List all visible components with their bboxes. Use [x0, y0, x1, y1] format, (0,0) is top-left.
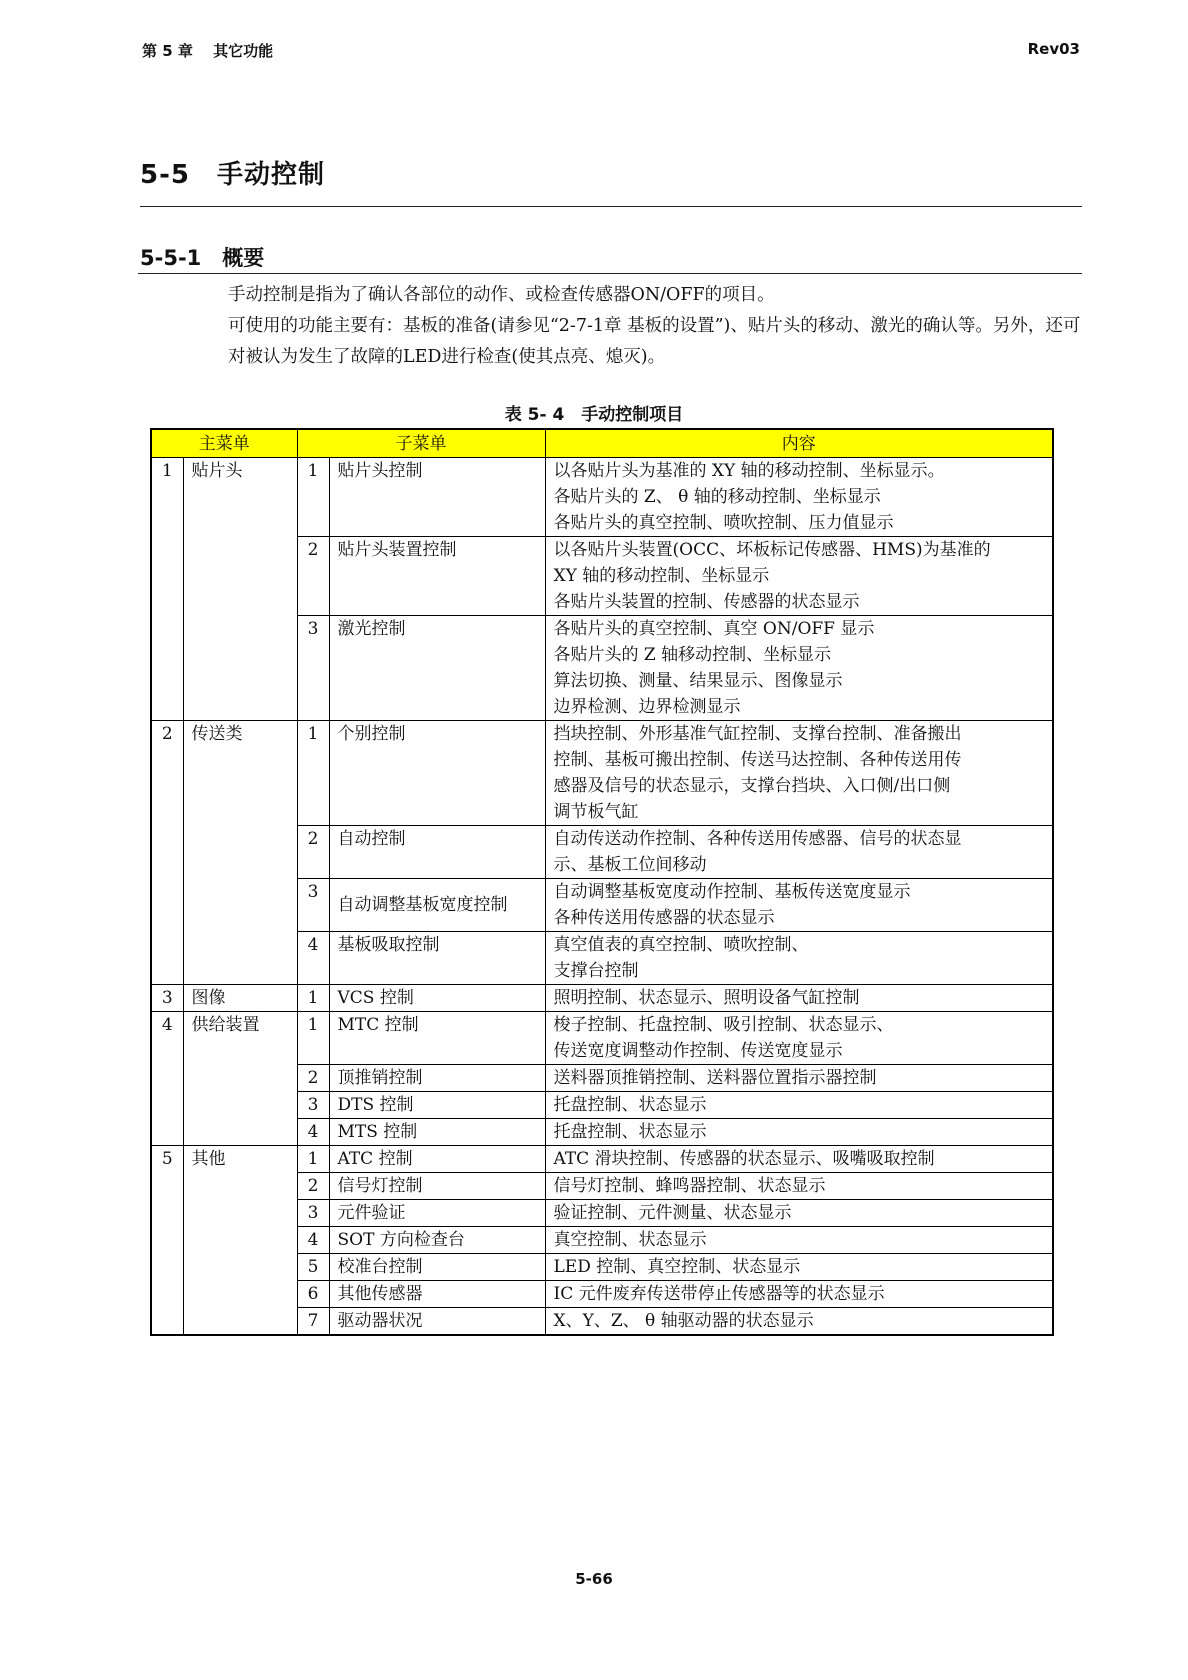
content-cell — [545, 537, 1053, 616]
content-cell — [545, 932, 1053, 985]
content-cell — [545, 1012, 1053, 1065]
sub-menu-name: 贴片头装置控制 — [329, 537, 545, 616]
sub-menu-number: 1 — [297, 1012, 329, 1065]
content-line: 调节板气缸 — [553, 802, 639, 822]
subsection-title: 5-5-1 概要 — [140, 246, 265, 270]
content-line: 挡块控制、外形基准气缸控制、支撑台控制、准备搬出 — [553, 724, 962, 744]
content-line: 送料器顶推销控制、送料器位置指示器控制 — [553, 1068, 877, 1088]
subsection-divider — [138, 273, 1082, 274]
sub-menu-name: 其他传感器 — [329, 1281, 545, 1308]
intro-text — [228, 280, 1084, 373]
running-header-revision: Rev03 — [1027, 40, 1080, 58]
table-row — [151, 985, 1053, 1012]
content-line: 自动调整基板宽度动作控制、基板传送宽度显示 — [553, 882, 911, 902]
content-cell — [545, 1092, 1053, 1119]
content-line: 以各贴片头为基准的 XY 轴的移动控制、坐标显示。 — [553, 461, 945, 481]
table-row — [151, 458, 1053, 537]
running-header-chapter: 第 5 章 其它功能 — [142, 42, 274, 60]
content-line: 各贴片头的 Z 轴移动控制、坐标显示 — [553, 645, 832, 665]
sub-menu-name: ATC 控制 — [329, 1146, 545, 1173]
sub-menu-number: 3 — [297, 616, 329, 721]
sub-menu-number: 7 — [297, 1308, 329, 1336]
sub-menu-number: 4 — [297, 932, 329, 985]
content-cell — [545, 1308, 1053, 1336]
content-line: 各贴片头的 Z、 θ 轴的移动控制、坐标显示 — [553, 487, 881, 507]
content-cell — [545, 1146, 1053, 1173]
sub-menu-number: 3 — [297, 1092, 329, 1119]
sub-menu-number: 3 — [297, 1200, 329, 1227]
sub-menu-name: VCS 控制 — [329, 985, 545, 1012]
content-line: 各种传送用传感器的状态显示 — [553, 908, 775, 928]
table-body — [151, 458, 1053, 1336]
main-menu-name: 传送类 — [183, 721, 297, 985]
header-content: 内容 — [545, 429, 1053, 458]
content-line: 边界检测、边界检测显示 — [553, 697, 741, 717]
content-cell — [545, 879, 1053, 932]
section-title: 5-5 手动控制 — [140, 160, 325, 190]
sub-menu-number: 2 — [297, 1173, 329, 1200]
main-menu-number: 1 — [151, 458, 183, 721]
sub-menu-name: SOT 方向检查台 — [329, 1227, 545, 1254]
content-cell — [545, 985, 1053, 1012]
sub-menu-name: 自动控制 — [329, 826, 545, 879]
content-line: LED 控制、真空控制、状态显示 — [553, 1257, 801, 1277]
content-line: 传送宽度调整动作控制、传送宽度显示 — [553, 1041, 843, 1061]
sub-menu-name: 贴片头控制 — [329, 458, 545, 537]
sub-menu-name: 基板吸取控制 — [329, 932, 545, 985]
content-cell — [545, 1200, 1053, 1227]
content-cell — [545, 721, 1053, 826]
content-line: XY 轴的移动控制、坐标显示 — [553, 566, 770, 586]
sub-menu-name: 顶推销控制 — [329, 1065, 545, 1092]
sub-menu-number: 2 — [297, 537, 329, 616]
main-menu-number: 5 — [151, 1146, 183, 1336]
content-line: 以各贴片头装置(OCC、坏板标记传感器、HMS)为基准的 — [553, 540, 991, 560]
main-menu-name: 供给装置 — [183, 1012, 297, 1146]
table-header-row — [151, 429, 1053, 458]
content-line: 托盘控制、状态显示 — [553, 1095, 707, 1115]
sub-menu-number: 5 — [297, 1254, 329, 1281]
sub-menu-number: 4 — [297, 1119, 329, 1146]
content-line: 照明控制、状态显示、照明设备气缸控制 — [553, 988, 860, 1008]
sub-menu-name: DTS 控制 — [329, 1092, 545, 1119]
content-line: 示、基板工位间移动 — [553, 855, 707, 875]
sub-menu-number: 1 — [297, 458, 329, 537]
content-line: 支撑台控制 — [553, 961, 639, 981]
content-cell — [545, 616, 1053, 721]
content-line: 信号灯控制、蜂鸣器控制、状态显示 — [553, 1176, 826, 1196]
sub-menu-name: MTS 控制 — [329, 1119, 545, 1146]
content-cell — [545, 1119, 1053, 1146]
section-divider — [140, 206, 1082, 207]
sub-menu-number: 1 — [297, 985, 329, 1012]
sub-menu-number: 4 — [297, 1227, 329, 1254]
content-line: 真空值表的真空控制、喷吹控制、 — [553, 935, 809, 955]
content-cell — [545, 1254, 1053, 1281]
sub-menu-name: 激光控制 — [329, 616, 545, 721]
sub-menu-number: 1 — [297, 721, 329, 826]
content-line: 各贴片头的真空控制、真空 ON/OFF 显示 — [553, 619, 875, 639]
table-caption: 表 5- 4 手动控制项目 — [504, 405, 684, 425]
main-menu-number: 3 — [151, 985, 183, 1012]
main-menu-name: 贴片头 — [183, 458, 297, 721]
content-cell — [545, 826, 1053, 879]
content-line: 感器及信号的状态显示，支撑台挡块、入口侧/出口侧 — [553, 776, 951, 796]
table-row — [151, 1146, 1053, 1173]
content-line: 各贴片头的真空控制、喷吹控制、压力值显示 — [553, 513, 894, 533]
content-line: 控制、基板可搬出控制、传送马达控制、各种传送用传 — [553, 750, 962, 770]
sub-menu-number: 6 — [297, 1281, 329, 1308]
manual-control-table — [150, 428, 1054, 1336]
content-cell — [545, 1065, 1053, 1092]
content-line: 自动传送动作控制、各种传送用传感器、信号的状态显 — [553, 829, 962, 849]
header-sub-menu: 子菜单 — [297, 429, 545, 458]
sub-menu-name: 驱动器状况 — [329, 1308, 545, 1336]
content-line: 梭子控制、托盘控制、吸引控制、状态显示、 — [553, 1015, 894, 1035]
content-cell — [545, 1173, 1053, 1200]
table-row — [151, 721, 1053, 826]
content-line: 算法切换、测量、结果显示、图像显示 — [553, 671, 843, 691]
content-cell — [545, 1281, 1053, 1308]
sub-menu-number: 2 — [297, 826, 329, 879]
sub-menu-name: 元件验证 — [329, 1200, 545, 1227]
content-line: ATC 滑块控制、传感器的状态显示、吸嘴吸取控制 — [553, 1149, 935, 1169]
sub-menu-name: 个别控制 — [329, 721, 545, 826]
content-line: 验证控制、元件测量、状态显示 — [553, 1203, 792, 1223]
sub-menu-name: 信号灯控制 — [329, 1173, 545, 1200]
intro-paragraph: 可使用的功能主要有：基板的准备(请参见“2-7-1章 基板的设置”)、贴片头的移动、激光的确认等。另外，还可对被认为发生了故障的LED进行检查(使其点亮、熄灭)。 — [228, 316, 1081, 367]
intro-paragraph: 手动控制是指为了确认各部位的动作、或检查传感器ON/OFF的项目。 — [228, 285, 775, 305]
content-line: IC 元件废弃传送带停止传感器等的状态显示 — [553, 1284, 885, 1304]
header-main-menu: 主菜单 — [151, 429, 297, 458]
main-menu-name: 其他 — [183, 1146, 297, 1336]
page-number: 5-66 — [575, 1570, 613, 1588]
content-line: X、Y、Z、 θ 轴驱动器的状态显示 — [553, 1311, 814, 1331]
content-line: 真空控制、状态显示 — [553, 1230, 707, 1250]
sub-menu-number: 2 — [297, 1065, 329, 1092]
sub-menu-number: 3 — [297, 879, 329, 932]
content-line: 托盘控制、状态显示 — [553, 1122, 707, 1142]
main-menu-number: 2 — [151, 721, 183, 985]
table-row — [151, 1012, 1053, 1065]
content-cell — [545, 1227, 1053, 1254]
sub-menu-name: 校准台控制 — [329, 1254, 545, 1281]
sub-menu-name: 自动调整基板宽度控制 — [329, 879, 545, 932]
content-line: 各贴片头装置的控制、传感器的状态显示 — [553, 592, 860, 612]
content-cell — [545, 458, 1053, 537]
sub-menu-number: 1 — [297, 1146, 329, 1173]
sub-menu-name: MTC 控制 — [329, 1012, 545, 1065]
main-menu-number: 4 — [151, 1012, 183, 1146]
main-menu-name: 图像 — [183, 985, 297, 1012]
